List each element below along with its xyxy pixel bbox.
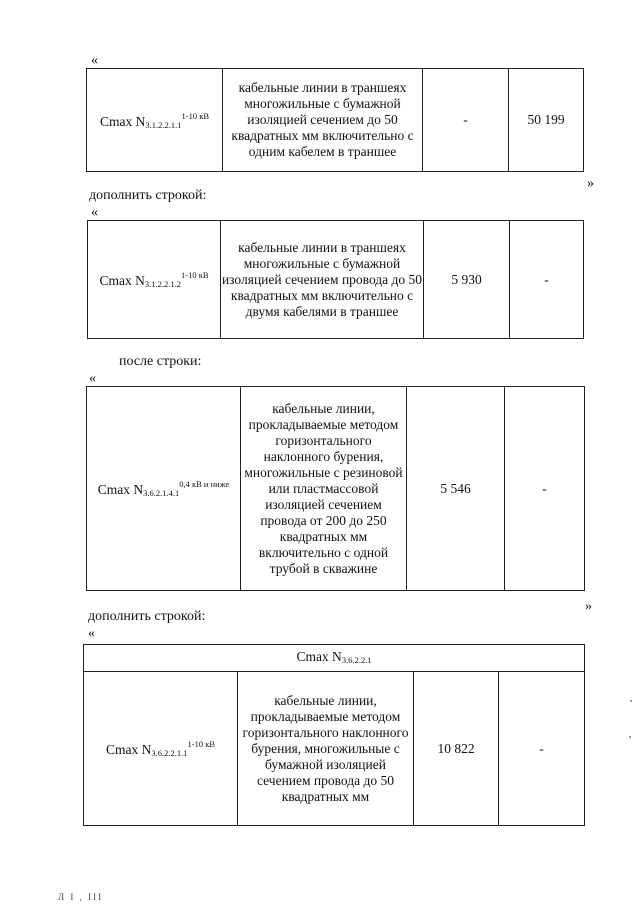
footer-scan-marks: Л І , ІІІ	[58, 892, 104, 902]
add-row-label-1: дополнить строкой:	[89, 188, 207, 203]
value-cell-2: 50 199	[509, 69, 584, 172]
close-quote-1: »	[587, 176, 594, 191]
description-cell: кабельные линии, прокладываемые методом горизонтального наклонного бурения, многожильные с бумажной изоляцией сечением провода до 50 квадратных мм	[238, 672, 414, 826]
scan-speck	[629, 736, 631, 738]
value-cell-1: 10 822	[414, 672, 499, 826]
open-quote-3: «	[89, 371, 96, 386]
description-cell: кабельные линии, прокладываемые методом горизонтального наклонного бурения, многожильные с резиновой или пластмассовой изоляцией сечением провода от 200 до 250 квадратных мм включительно с одной трубой в скважине	[241, 387, 407, 591]
value-cell-2: -	[505, 387, 585, 591]
table-3	[86, 386, 585, 591]
table-row	[88, 221, 584, 339]
table-1	[86, 68, 584, 172]
value-cell-2: -	[510, 221, 584, 339]
value-cell-2: -	[499, 672, 585, 826]
table-row	[84, 672, 585, 826]
description-cell: кабельные линии в траншеях многожильные с бумажной изоляцией сечением провода до 50 квадратных мм включительно с двумя кабелями в траншее	[221, 221, 424, 339]
table-header-row	[84, 645, 585, 672]
close-quote-2: »	[585, 599, 592, 614]
group-header-cell: Cmax $N_{3.6.2.2.1}$	[84, 645, 585, 672]
tariff-code-cell: Cmax $N_{3.1.2.2.1.2}^{1-10 кВ}$	[88, 221, 221, 339]
value-cell-1: 5 930	[424, 221, 510, 339]
table-row	[87, 387, 585, 591]
table-2	[87, 220, 584, 339]
tariff-code-cell: Cmax $N_{3.6.2.2.1.1}^{1-10 кВ}$	[84, 672, 238, 826]
value-cell-1: -	[423, 69, 509, 172]
table-4	[83, 644, 585, 826]
open-quote-1: «	[91, 53, 98, 68]
tariff-code-cell: Cmax $N_{3.1.2.2.1.1}^{1-10 кВ}$	[87, 69, 223, 172]
open-quote-4: «	[88, 626, 95, 641]
table-row	[87, 69, 584, 172]
value-cell-1: 5 546	[407, 387, 505, 591]
after-row-label: после строки:	[119, 354, 202, 369]
scan-speck	[630, 700, 632, 702]
description-cell: кабельные линии в траншеях многожильные с бумажной изоляцией сечением до 50 квадратных мм включительно с одним кабелем в траншее	[223, 69, 423, 172]
open-quote-2: «	[91, 205, 98, 220]
tariff-code-cell: Cmax $N_{3.6.2.1.4.1}^{0,4 кВ и ниже}$	[87, 387, 241, 591]
add-row-label-2: дополнить строкой:	[88, 609, 206, 624]
